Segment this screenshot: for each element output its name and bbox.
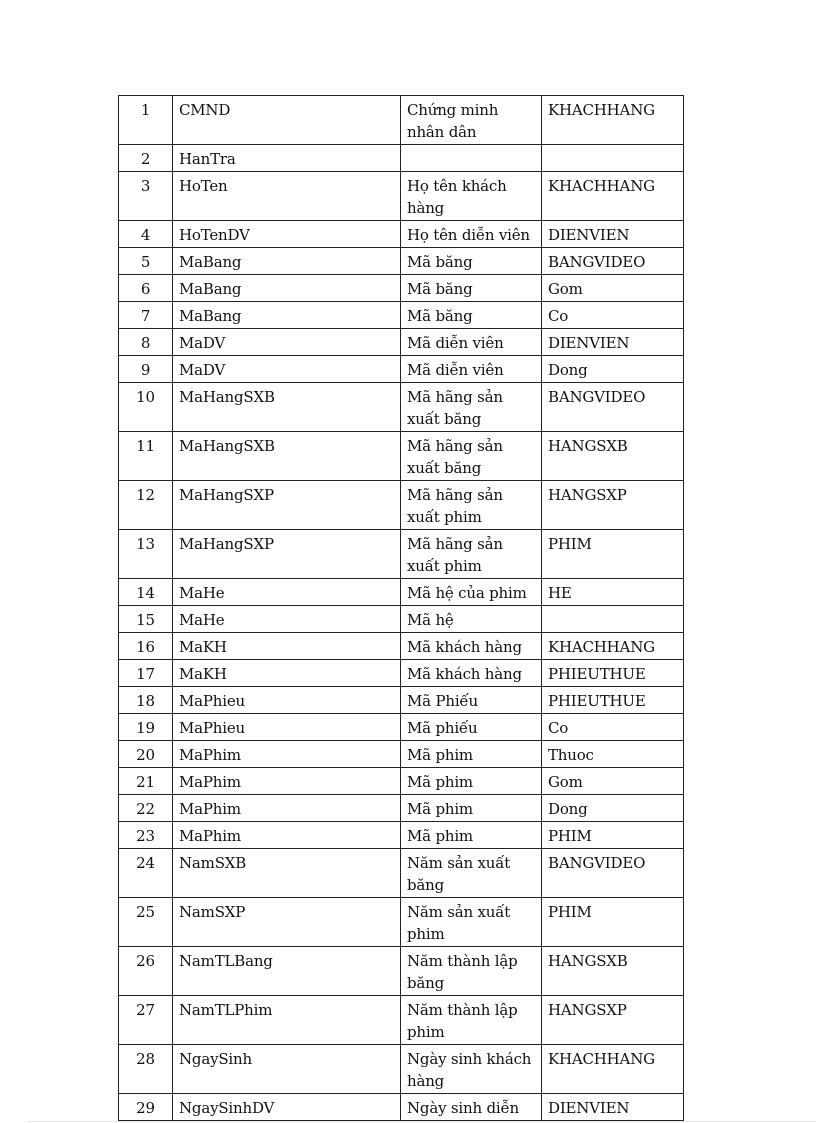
attribute-name: MaDV — [179, 334, 226, 352]
attribute-name: MaHangSXP — [179, 486, 274, 504]
entity-name-cell — [542, 248, 684, 275]
attribute-description: Mã phim — [407, 773, 473, 791]
table-row — [119, 660, 684, 687]
entity-name: HANGSXB — [548, 437, 628, 455]
attribute-description-cell — [401, 849, 542, 898]
table-row — [119, 1094, 684, 1121]
attribute-name-cell — [173, 741, 401, 768]
attribute-name-cell — [173, 768, 401, 795]
attribute-description-cell — [401, 687, 542, 714]
attribute-name-cell — [173, 329, 401, 356]
attribute-name-cell — [173, 1045, 401, 1094]
row-number: 11 — [136, 437, 155, 455]
row-number-cell — [119, 996, 173, 1045]
row-number-cell — [119, 687, 173, 714]
row-number: 14 — [136, 584, 155, 602]
entity-name: HANGSXP — [548, 486, 627, 504]
entity-name-cell — [542, 172, 684, 221]
attribute-description: Mã khách hàng — [407, 665, 522, 683]
table-row — [119, 1045, 684, 1094]
attribute-description: Mã phim — [407, 746, 473, 764]
row-number-cell — [119, 714, 173, 741]
attribute-description-cell — [401, 1094, 542, 1121]
row-number: 17 — [136, 665, 155, 683]
attribute-description: Mã hãng sản xuất phim — [407, 535, 503, 575]
entity-name: KHACHHANG — [548, 638, 655, 656]
table-row — [119, 96, 684, 145]
table-row — [119, 741, 684, 768]
row-number-cell — [119, 329, 173, 356]
attribute-name: NgaySinhDV — [179, 1099, 275, 1117]
attribute-name-cell — [173, 795, 401, 822]
table-body — [119, 96, 684, 1121]
attribute-description: Mã diễn viên — [407, 334, 504, 352]
attribute-name: MaPhim — [179, 773, 241, 791]
attribute-name: MaBang — [179, 253, 242, 271]
attribute-name-cell — [173, 898, 401, 947]
attribute-name: MaHangSXB — [179, 437, 275, 455]
table-row — [119, 221, 684, 248]
attribute-name: MaPhieu — [179, 692, 245, 710]
entity-name-cell — [542, 383, 684, 432]
table-row — [119, 383, 684, 432]
attribute-description: Họ tên diễn viên — [407, 226, 530, 244]
attribute-name: NgaySinh — [179, 1050, 252, 1068]
attribute-description: Mã phim — [407, 800, 473, 818]
table-row — [119, 633, 684, 660]
attribute-description: Họ tên khách hàng — [407, 177, 507, 217]
row-number: 23 — [136, 827, 155, 845]
attribute-name-cell — [173, 221, 401, 248]
table-row — [119, 329, 684, 356]
attribute-name: MaHe — [179, 611, 225, 629]
attribute-description: Năm sản xuất phim — [407, 903, 511, 943]
attribute-description-cell — [401, 822, 542, 849]
entity-name-cell — [542, 768, 684, 795]
attribute-description-cell — [401, 275, 542, 302]
attribute-name-cell — [173, 432, 401, 481]
attribute-name-cell — [173, 383, 401, 432]
attribute-description-cell — [401, 145, 542, 172]
entity-name-cell — [542, 822, 684, 849]
entity-name: PHIM — [548, 827, 592, 845]
table-row — [119, 302, 684, 329]
attribute-name-cell — [173, 172, 401, 221]
row-number: 3 — [140, 177, 151, 195]
attribute-description: Mã diễn viên — [407, 361, 504, 379]
attribute-name-cell — [173, 248, 401, 275]
attribute-name: MaBang — [179, 280, 242, 298]
attribute-description: Mã băng — [407, 280, 473, 298]
attribute-name: CMND — [179, 101, 231, 119]
attribute-description-cell — [401, 741, 542, 768]
entity-name-cell — [542, 898, 684, 947]
attribute-description-cell — [401, 248, 542, 275]
attribute-description: Mã phiếu — [407, 719, 478, 737]
attribute-description-cell — [401, 432, 542, 481]
attribute-name: MaHangSXP — [179, 535, 274, 553]
entity-name-cell — [542, 741, 684, 768]
entity-name: KHACHHANG — [548, 101, 655, 119]
row-number: 20 — [136, 746, 155, 764]
row-number-cell — [119, 579, 173, 606]
entity-name-cell — [542, 1094, 684, 1121]
row-number-cell — [119, 356, 173, 383]
row-number-cell — [119, 221, 173, 248]
table-row — [119, 481, 684, 530]
attribute-name: NamSXB — [179, 854, 247, 872]
table-row — [119, 687, 684, 714]
row-number: 25 — [136, 903, 155, 921]
table-row — [119, 898, 684, 947]
attribute-description-cell — [401, 1045, 542, 1094]
attribute-name: HoTenDV — [179, 226, 250, 244]
entity-name-cell — [542, 432, 684, 481]
table-row — [119, 996, 684, 1045]
entity-name: Co — [548, 307, 569, 325]
entity-name-cell — [542, 947, 684, 996]
attribute-description: Mã hãng sản xuất băng — [407, 388, 503, 428]
attribute-description: Ngày sinh diễn — [407, 1099, 519, 1117]
entity-name-cell — [542, 795, 684, 822]
table-row — [119, 275, 684, 302]
entity-name: PHIEUTHUE — [548, 692, 646, 710]
row-number: 22 — [136, 800, 155, 818]
attribute-name-cell — [173, 714, 401, 741]
entity-name-cell — [542, 714, 684, 741]
attribute-description-cell — [401, 996, 542, 1045]
row-number-cell — [119, 302, 173, 329]
attribute-name-cell — [173, 530, 401, 579]
entity-name-cell — [542, 687, 684, 714]
attribute-description: Năm sản xuất băng — [407, 854, 511, 894]
row-number-cell — [119, 741, 173, 768]
attribute-name-cell — [173, 356, 401, 383]
entity-name-cell — [542, 302, 684, 329]
row-number: 8 — [140, 334, 151, 352]
attribute-name-cell — [173, 96, 401, 145]
entity-name-cell — [542, 1045, 684, 1094]
attribute-name-cell — [173, 579, 401, 606]
attribute-description: Mã hệ — [407, 611, 454, 629]
entity-name-cell — [542, 530, 684, 579]
row-number-cell — [119, 383, 173, 432]
attribute-description-cell — [401, 356, 542, 383]
entity-name: KHACHHANG — [548, 177, 655, 195]
row-number: 12 — [136, 486, 155, 504]
entity-name: BANGVIDEO — [548, 388, 646, 406]
row-number: 15 — [136, 611, 155, 629]
attribute-name: MaHe — [179, 584, 225, 602]
attribute-name: NamTLBang — [179, 952, 273, 970]
attribute-description-cell — [401, 714, 542, 741]
attribute-description: Ngày sinh khách hàng — [407, 1050, 532, 1090]
row-number-cell — [119, 1094, 173, 1121]
entity-name: HE — [548, 584, 572, 602]
attribute-description-cell — [401, 221, 542, 248]
attribute-description: Năm thành lập băng — [407, 952, 518, 992]
entity-name: PHIEUTHUE — [548, 665, 646, 683]
attribute-description-cell — [401, 660, 542, 687]
row-number: 13 — [136, 535, 155, 553]
entity-name: DIENVIEN — [548, 1099, 630, 1117]
entity-name: Gom — [548, 280, 583, 298]
entity-name: Dong — [548, 800, 588, 818]
entity-name: DIENVIEN — [548, 226, 630, 244]
entity-name-cell — [542, 633, 684, 660]
attribute-description-cell — [401, 481, 542, 530]
entity-name-cell — [542, 275, 684, 302]
attribute-description: Mã khách hàng — [407, 638, 522, 656]
row-number-cell — [119, 633, 173, 660]
row-number: 27 — [136, 1001, 155, 1019]
table-row — [119, 795, 684, 822]
entity-name-cell — [542, 96, 684, 145]
attribute-description: Mã hệ của phim — [407, 584, 527, 602]
attribute-description: Chứng minh nhân dân — [407, 101, 499, 141]
row-number: 9 — [140, 361, 151, 379]
attribute-name: MaKH — [179, 638, 227, 656]
attribute-description: Mã hãng sản xuất phim — [407, 486, 503, 526]
row-number-cell — [119, 795, 173, 822]
attribute-name-cell — [173, 947, 401, 996]
attribute-name-cell — [173, 481, 401, 530]
row-number-cell — [119, 530, 173, 579]
attribute-description-cell — [401, 898, 542, 947]
attribute-name-cell — [173, 633, 401, 660]
attribute-description: Mã Phiếu — [407, 692, 478, 710]
attribute-name-cell — [173, 275, 401, 302]
row-number-cell — [119, 768, 173, 795]
table-row — [119, 172, 684, 221]
page-bottom-rule — [28, 1121, 816, 1122]
attribute-description-cell — [401, 579, 542, 606]
attribute-description: Mã băng — [407, 307, 473, 325]
attribute-name: MaPhieu — [179, 719, 245, 737]
entity-name-cell — [542, 481, 684, 530]
row-number: 7 — [140, 307, 151, 325]
attribute-description-cell — [401, 947, 542, 996]
attribute-name-cell — [173, 302, 401, 329]
entity-name-cell — [542, 356, 684, 383]
row-number: 6 — [140, 280, 151, 298]
row-number-cell — [119, 660, 173, 687]
attribute-name-cell — [173, 849, 401, 898]
attribute-description-cell — [401, 606, 542, 633]
entity-name: PHIM — [548, 903, 592, 921]
table-row — [119, 145, 684, 172]
entity-name: Gom — [548, 773, 583, 791]
attribute-description: Mã phim — [407, 827, 473, 845]
attribute-description-cell — [401, 795, 542, 822]
attribute-name-cell — [173, 1094, 401, 1121]
attribute-name: MaDV — [179, 361, 226, 379]
row-number: 5 — [140, 253, 151, 271]
entity-name-cell — [542, 221, 684, 248]
attribute-name-cell — [173, 660, 401, 687]
data-dictionary-table — [118, 95, 684, 1121]
entity-name-cell — [542, 329, 684, 356]
attribute-name-cell — [173, 145, 401, 172]
entity-name: BANGVIDEO — [548, 253, 646, 271]
attribute-name-cell — [173, 822, 401, 849]
table-row — [119, 248, 684, 275]
row-number: 26 — [136, 952, 155, 970]
row-number-cell — [119, 947, 173, 996]
entity-name-cell — [542, 606, 684, 633]
table-row — [119, 579, 684, 606]
attribute-name-cell — [173, 687, 401, 714]
row-number: 28 — [136, 1050, 155, 1068]
table-row — [119, 822, 684, 849]
attribute-name: NamTLPhim — [179, 1001, 273, 1019]
table-row — [119, 606, 684, 633]
row-number-cell — [119, 96, 173, 145]
table-row — [119, 432, 684, 481]
entity-name-cell — [542, 145, 684, 172]
attribute-name: MaPhim — [179, 800, 241, 818]
table-row — [119, 356, 684, 383]
table-row — [119, 530, 684, 579]
row-number: 1 — [140, 101, 151, 119]
attribute-description-cell — [401, 172, 542, 221]
entity-name: DIENVIEN — [548, 334, 630, 352]
entity-name-cell — [542, 660, 684, 687]
row-number: 10 — [136, 388, 155, 406]
row-number-cell — [119, 432, 173, 481]
attribute-name-cell — [173, 996, 401, 1045]
row-number-cell — [119, 898, 173, 947]
table-row — [119, 714, 684, 741]
attribute-description: Năm thành lập phim — [407, 1001, 518, 1041]
attribute-description: Mã hãng sản xuất băng — [407, 437, 503, 477]
entity-name: PHIM — [548, 535, 592, 553]
attribute-description-cell — [401, 329, 542, 356]
attribute-description-cell — [401, 768, 542, 795]
attribute-description-cell — [401, 302, 542, 329]
attribute-description-cell — [401, 530, 542, 579]
attribute-name: MaHangSXB — [179, 388, 275, 406]
entity-name: Thuoc — [548, 746, 594, 764]
table-row — [119, 768, 684, 795]
row-number-cell — [119, 145, 173, 172]
attribute-name: HanTra — [179, 150, 236, 168]
attribute-description-cell — [401, 633, 542, 660]
row-number: 29 — [136, 1099, 155, 1117]
attribute-name: MaPhim — [179, 746, 241, 764]
attribute-description-cell — [401, 96, 542, 145]
entity-name: KHACHHANG — [548, 1050, 655, 1068]
attribute-name: HoTen — [179, 177, 228, 195]
entity-name-cell — [542, 996, 684, 1045]
attribute-name: MaBang — [179, 307, 242, 325]
attribute-name: MaKH — [179, 665, 227, 683]
row-number-cell — [119, 822, 173, 849]
row-number: 18 — [136, 692, 155, 710]
entity-name: BANGVIDEO — [548, 854, 646, 872]
row-number-cell — [119, 606, 173, 633]
entity-name-cell — [542, 579, 684, 606]
attribute-name: MaPhim — [179, 827, 241, 845]
entity-name: HANGSXB — [548, 952, 628, 970]
table-row — [119, 849, 684, 898]
row-number-cell — [119, 248, 173, 275]
entity-name-cell — [542, 849, 684, 898]
entity-name: Dong — [548, 361, 588, 379]
table-row — [119, 947, 684, 996]
attribute-name-cell — [173, 606, 401, 633]
row-number-cell — [119, 172, 173, 221]
row-number: 2 — [140, 150, 151, 168]
attribute-description-cell — [401, 383, 542, 432]
row-number: 24 — [136, 854, 155, 872]
row-number-cell — [119, 1045, 173, 1094]
attribute-name: NamSXP — [179, 903, 246, 921]
row-number-cell — [119, 849, 173, 898]
row-number: 19 — [136, 719, 155, 737]
entity-name: Co — [548, 719, 569, 737]
entity-name: HANGSXP — [548, 1001, 627, 1019]
row-number-cell — [119, 275, 173, 302]
attribute-description: Mã băng — [407, 253, 473, 271]
row-number-cell — [119, 481, 173, 530]
row-number: 16 — [136, 638, 155, 656]
row-number: 4 — [140, 226, 151, 244]
row-number: 21 — [136, 773, 155, 791]
